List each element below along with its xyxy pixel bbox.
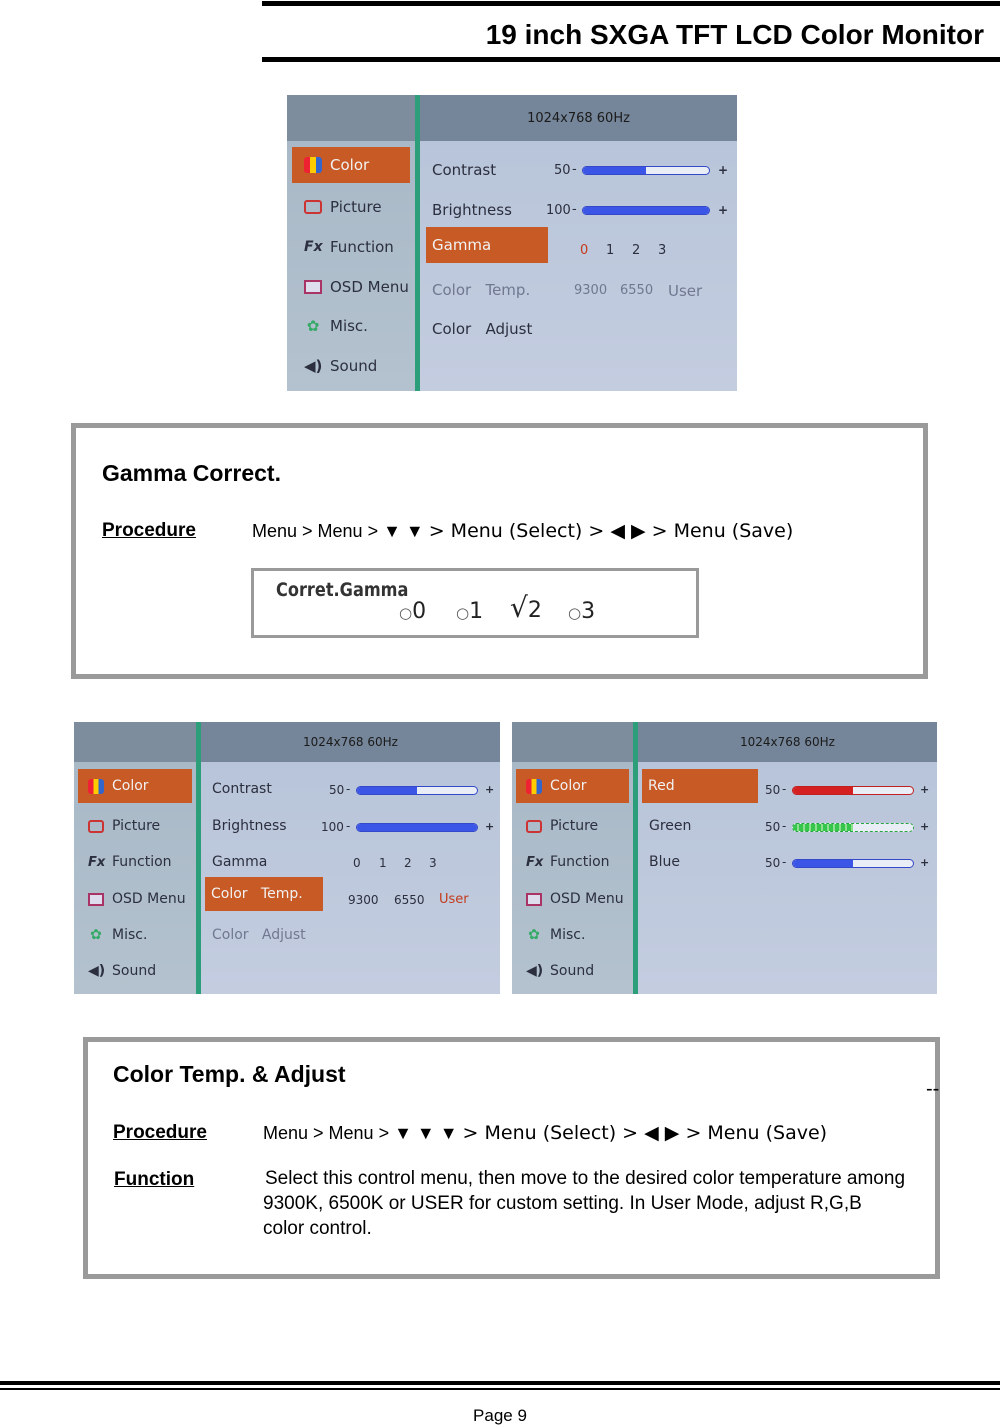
osd-menu-item-function: [516, 847, 610, 877]
gamma-strip-option: [568, 599, 595, 624]
osd-menu-item-label: Picture: [550, 818, 599, 834]
osd-color-temp-option: User: [439, 892, 469, 907]
osd-red-label: Red: [642, 769, 758, 803]
osd-menu-item-label: Color: [112, 778, 149, 794]
osd-red-value: 50: [765, 783, 781, 797]
osd-menu-item-osd-menu: [516, 884, 624, 914]
osd-menu-item-misc: [78, 920, 147, 950]
page-title: 19 inch SXGA TFT LCD Color Monitor: [485, 19, 984, 50]
procedure-steps: > Menu (Select) > ◀ ▶ > Menu (Save): [462, 1122, 828, 1144]
osd-resolution: 1024x768 60Hz: [638, 722, 937, 762]
procedure-steps: > Menu (Select) > ◀ ▶ > Menu (Save): [428, 520, 794, 542]
osd-brightness-fill: [583, 207, 709, 214]
procedure-label: Procedure: [113, 1122, 207, 1143]
osd-menu-item-picture: [292, 191, 382, 223]
color-icon: [526, 779, 542, 794]
osd-menu-item-sound: [516, 956, 594, 986]
osd-brightness-label: Brightness: [212, 818, 287, 834]
osd-gamma-option: 3: [429, 856, 437, 870]
osd-menu-item-label: Color: [330, 156, 370, 174]
osd-color-temp-option: 9300: [574, 283, 608, 298]
header-rule-bottom: [262, 57, 1000, 62]
osd-plus: +: [485, 820, 495, 833]
misc-icon: ✿: [306, 317, 320, 335]
gamma-strip-option-label: 3: [581, 599, 596, 624]
osd-gamma-option: 3: [658, 243, 667, 258]
osd-color-temp-label: Color Temp.: [432, 281, 531, 299]
gamma-procedure-text: [252, 520, 793, 542]
osd-menu-item-label: Sound: [330, 357, 378, 375]
color-icon: [88, 779, 104, 794]
osd-contrast-fill: [357, 787, 417, 794]
misc-icon: ✿: [528, 927, 540, 943]
osd-menu-item-label: Sound: [112, 963, 157, 979]
osd-blue-bar: [792, 859, 914, 868]
gamma-strip-option-label: 0: [412, 599, 427, 624]
osd-contrast-bar: [582, 166, 710, 175]
osd-gamma-label: Gamma: [426, 227, 548, 263]
osd-contrast-value: 50: [554, 163, 571, 178]
function-icon: Fx: [88, 854, 106, 870]
gamma-correct-title: Gamma Correct.: [102, 460, 281, 486]
osd-resolution: 1024x768 60Hz: [201, 722, 500, 762]
osd-menu-item-color: [78, 769, 192, 803]
osd-green-fill: [793, 824, 853, 831]
osd-gamma-label: Gamma: [212, 854, 268, 870]
osd-brightness-value: 100: [546, 203, 571, 218]
check-icon: √: [510, 591, 528, 624]
osd-dash: -: [782, 855, 787, 869]
function-icon: Fx: [304, 239, 323, 255]
gamma-strip-option: [399, 599, 426, 624]
osd-menu-item-misc: [516, 920, 585, 950]
osd-color-adjust-label: Color Adjust: [212, 927, 306, 943]
osd-gamma-option: 1: [606, 243, 615, 258]
osd-gamma-option: 1: [379, 856, 387, 870]
osd-red-bar: [792, 786, 914, 795]
osd-menu-item-label: Function: [112, 854, 172, 870]
gamma-strip-option: [456, 599, 483, 624]
osd-main-menu: [512, 722, 638, 994]
osd-menu-item-picture: [78, 811, 160, 841]
osd-gamma-option: 2: [404, 856, 412, 870]
osd-dash: -: [346, 782, 351, 796]
color-temp-title: Color Temp. & Adjust: [113, 1061, 346, 1087]
osd-screenshot-rgb: [512, 722, 937, 994]
osd-color-temp-option: 6550: [394, 893, 425, 907]
osd-screenshot-gamma: [287, 95, 737, 391]
osd-contrast-fill: [583, 167, 646, 174]
footer-rule: [0, 1381, 1000, 1385]
function-icon: Fx: [526, 854, 544, 870]
osd-green-value: 50: [765, 820, 781, 834]
gamma-correct-strip: [251, 568, 699, 638]
osd-gamma-option: 2: [632, 243, 641, 258]
osd-menu-item-label: OSD Menu: [330, 278, 409, 296]
osd-menu-item-label: Picture: [112, 818, 161, 834]
picture-icon: [88, 820, 104, 833]
osd-menu-icon: [88, 893, 104, 906]
function-label: Function: [114, 1169, 195, 1190]
osd-plus: +: [920, 783, 930, 796]
osd-plus: +: [485, 783, 495, 796]
osd-menu-topbar: [74, 722, 196, 762]
osd-gamma-option: 0: [353, 856, 361, 870]
osd-brightness-value: 100: [321, 820, 344, 834]
procedure-label: Procedure: [102, 520, 196, 541]
osd-menu-item-label: Picture: [330, 198, 382, 216]
osd-blue-fill: [793, 860, 853, 867]
color-temp-procedure-text: [263, 1122, 827, 1144]
osd-menu-item-label: Color: [550, 778, 587, 794]
osd-brightness-bar: [582, 206, 710, 215]
edge-mark: --: [926, 1078, 940, 1100]
gamma-strip-option-label: 2: [527, 598, 542, 623]
function-description: Select this control menu, then move to the desired color temperature among 9300K, 6500K or USER for custom setting. In User Mode, adjust R,G,B color control.: [263, 1168, 906, 1239]
osd-menu-item-sound: [292, 350, 377, 382]
osd-color-submenu: [420, 95, 737, 391]
osd-menu-icon: [526, 893, 542, 906]
osd-menu-item-label: Function: [330, 238, 394, 256]
osd-menu-item-label: OSD Menu: [112, 891, 186, 907]
osd-plus: +: [920, 820, 930, 833]
gamma-strip-option-label: 1: [469, 599, 484, 624]
osd-color-submenu: [201, 722, 500, 994]
procedure-keys: Menu > Menu > ▼ ▼: [252, 521, 429, 541]
gamma-strip-label: Corret.Gamma: [276, 579, 409, 601]
osd-brightness-label: Brightness: [432, 201, 512, 219]
osd-menu-item-function: [292, 231, 394, 263]
radio-icon: ○: [568, 604, 582, 622]
osd-plus: +: [718, 163, 729, 177]
osd-menu-item-label: Misc.: [330, 317, 368, 335]
osd-menu-item-label: Misc.: [112, 927, 148, 943]
osd-color-temp-option: 9300: [348, 893, 379, 907]
radio-icon: ○: [456, 604, 470, 622]
osd-green-bar: [792, 823, 914, 832]
osd-green-label: Green: [649, 818, 692, 834]
osd-main-menu: [74, 722, 201, 994]
footer-rule: [0, 1388, 1000, 1390]
osd-contrast-label: Contrast: [432, 161, 497, 179]
osd-menu-item-label: Sound: [550, 963, 595, 979]
osd-contrast-value: 50: [329, 783, 345, 797]
osd-dash: -: [782, 819, 787, 833]
osd-menu-item-color: [292, 147, 410, 183]
sound-icon: ◀): [88, 963, 106, 979]
osd-color-temp-label: Color Temp.: [205, 877, 323, 911]
osd-contrast-label: Contrast: [212, 781, 272, 797]
picture-icon: [526, 820, 542, 833]
osd-dash: -: [346, 819, 351, 833]
osd-resolution: 1024x768 60Hz: [420, 95, 737, 141]
osd-menu-item-label: Misc.: [550, 927, 586, 943]
osd-contrast-bar: [356, 786, 478, 795]
osd-dash: -: [782, 782, 787, 796]
osd-menu-item-osd-menu: [292, 271, 409, 303]
header-rule-top: [262, 1, 1000, 6]
radio-icon: ○: [399, 604, 413, 622]
osd-screenshot-color-temp: [74, 722, 500, 994]
osd-color-adjust-label: Color Adjust: [432, 320, 533, 338]
osd-menu-icon: [304, 280, 322, 294]
osd-plus: +: [718, 203, 729, 217]
gamma-strip-option: [510, 591, 542, 624]
osd-blue-value: 50: [765, 856, 781, 870]
osd-red-fill: [793, 787, 853, 794]
osd-dash: -: [572, 162, 577, 177]
sound-icon: ◀): [526, 963, 544, 979]
page-number: Page 9: [473, 1406, 527, 1425]
osd-menu-item-osd-menu: [78, 884, 186, 914]
osd-menu-item-sound: [78, 956, 156, 986]
osd-rgb-submenu: [638, 722, 937, 994]
osd-color-temp-option: User: [668, 282, 703, 300]
osd-dash: -: [572, 202, 577, 217]
misc-icon: ✿: [90, 927, 102, 943]
osd-menu-item-picture: [516, 811, 598, 841]
osd-menu-item-label: Function: [550, 854, 610, 870]
osd-menu-item-color: [516, 769, 629, 803]
osd-menu-topbar: [512, 722, 633, 762]
osd-menu-item-label: OSD Menu: [550, 891, 624, 907]
osd-menu-item-function: [78, 847, 172, 877]
osd-plus: +: [920, 856, 930, 869]
osd-menu-item-misc: [292, 310, 368, 342]
osd-brightness-bar: [356, 823, 478, 832]
osd-color-temp-option: 6550: [620, 283, 654, 298]
osd-main-menu: [287, 95, 420, 391]
sound-icon: ◀): [304, 357, 323, 375]
procedure-keys: Menu > Menu > ▼ ▼ ▼: [263, 1123, 463, 1143]
osd-brightness-fill: [357, 824, 477, 831]
osd-gamma-option: 0: [580, 243, 589, 258]
picture-icon: [304, 200, 322, 214]
color-icon: [304, 157, 322, 173]
osd-menu-topbar: [287, 95, 415, 141]
osd-blue-label: Blue: [649, 854, 680, 870]
